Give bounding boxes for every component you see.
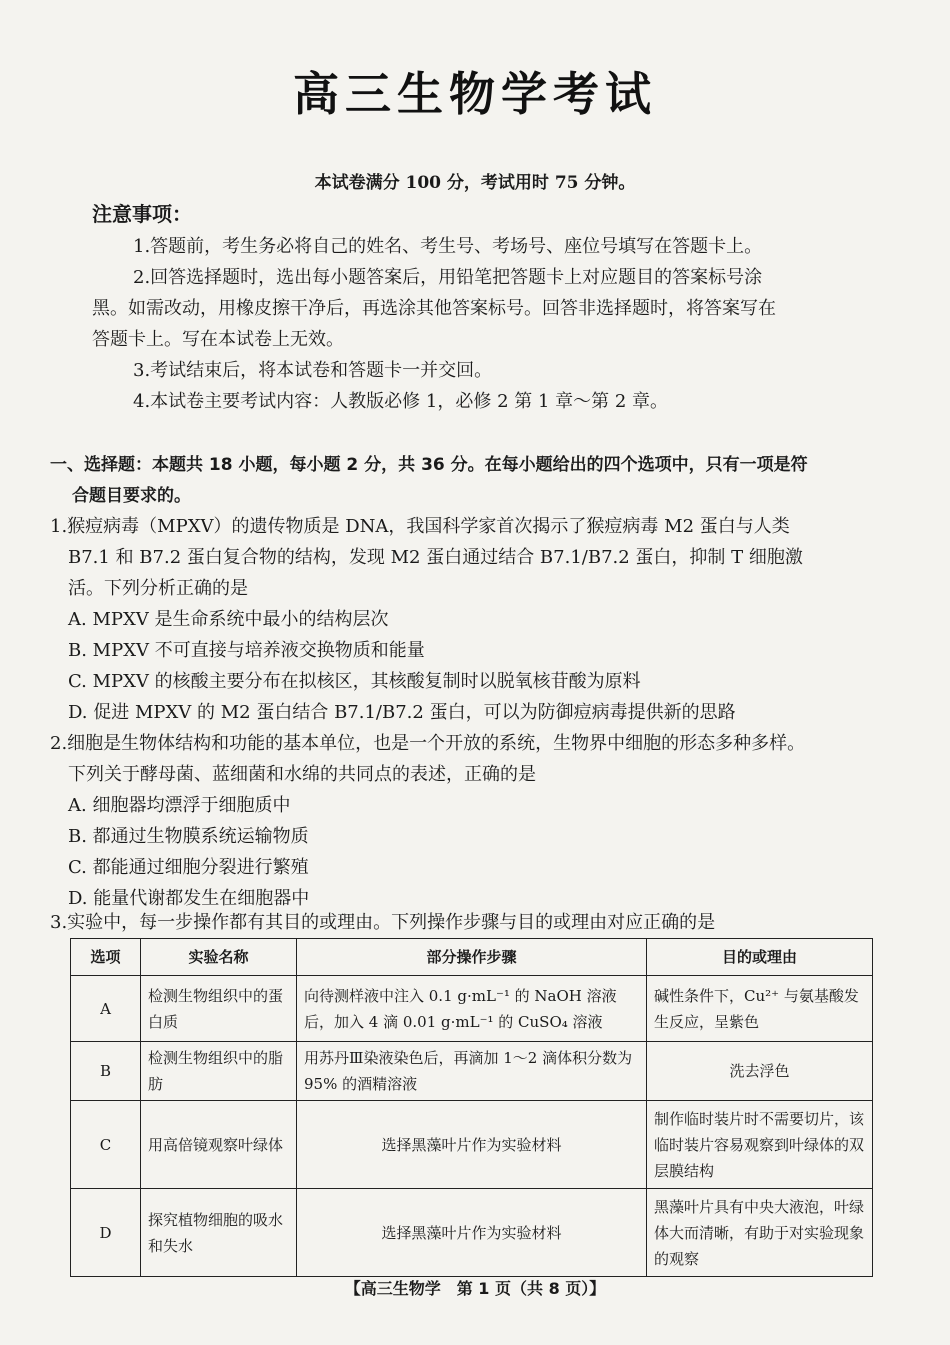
row-experiment: 探究植物细胞的吸水和失水 — [141, 1189, 297, 1277]
q1-stem: 1.猴痘病毒（MPXV）的遗传物质是 DNA，我国科学家首次揭示了猴痘病毒 M2 蛋白与人类 — [50, 516, 790, 537]
row-step: 选择黑藻叶片作为实验材料 — [297, 1189, 647, 1277]
section-heading: 一、选择题：本题共 18 小题，每小题 2 分，共 36 分。在每小题给出的四个选项中，只有一项是符 — [50, 455, 808, 475]
row-option: B — [71, 1042, 141, 1101]
page-title: 高三生物学考试 — [293, 67, 657, 121]
q1-option-d: D. 促进 MPXV 的 M2 蛋白结合 B7.1/B7.2 蛋白，可以为防御痘病毒提供新的思路 — [68, 702, 736, 723]
notice-line: 4.本试卷主要考试内容：人教版必修 1，必修 2 第 1 章～第 2 章。 — [133, 391, 669, 412]
table-row — [71, 1189, 873, 1277]
row-option: A — [71, 976, 141, 1042]
row-option: D — [71, 1189, 141, 1277]
q1-option-b: B. MPXV 不可直接与培养液交换物质和能量 — [68, 640, 425, 661]
row-reason: 黑藻叶片具有中央大液泡，叶绿体大而清晰，有助于对实验现象的观察 — [647, 1189, 873, 1277]
section-heading: 合题目要求的。 — [72, 486, 191, 506]
row-reason: 碱性条件下，Cu²⁺ 与氨基酸发生反应，呈紫色 — [647, 976, 873, 1042]
row-step: 向待测样液中注入 0.1 g·mL⁻¹ 的 NaOH 溶液后，加入 4 滴 0.01 g·mL⁻¹ 的 CuSO₄ 溶液 — [297, 976, 647, 1042]
notice-line: 答题卡上。写在本试卷上无效。 — [92, 329, 344, 350]
q3-stem: 3.实验中，每一步操作都有其目的或理由。下列操作步骤与目的或理由对应正确的是 — [50, 912, 716, 933]
table-row — [71, 976, 873, 1042]
notice-line: 2.回答选择题时，选出每小题答案后，用铅笔把答题卡上对应题目的答案标号涂 — [133, 267, 763, 288]
page-footer: 【高三生物学 第 1 页（共 8 页）】 — [344, 1279, 606, 1298]
table-row — [71, 1101, 873, 1189]
notice-line: 黑。如需改动，用橡皮擦干净后，再选涂其他答案标号。回答非选择题时，将答案写在 — [92, 298, 776, 319]
row-reason: 洗去浮色 — [647, 1042, 873, 1101]
table-row — [71, 1042, 873, 1101]
table-header: 实验名称 — [141, 939, 297, 976]
table-header-row — [71, 939, 873, 976]
q1-option-c: C. MPXV 的核酸主要分布在拟核区，其核酸复制时以脱氧核苷酸为原料 — [68, 671, 641, 692]
row-step: 选择黑藻叶片作为实验材料 — [297, 1101, 647, 1189]
row-option: C — [71, 1101, 141, 1189]
q2-option-b: B. 都通过生物膜系统运输物质 — [68, 826, 309, 847]
notice-line: 1.答题前，考生务必将自己的姓名、考生号、考场号、座位号填写在答题卡上。 — [133, 236, 763, 257]
row-experiment: 用高倍镜观察叶绿体 — [141, 1101, 297, 1189]
q2-option-d: D. 能量代谢都发生在细胞器中 — [68, 888, 310, 909]
q3-table — [70, 938, 873, 1277]
q2-stem: 下列关于酵母菌、蓝细菌和水绵的共同点的表述，正确的是 — [68, 764, 536, 785]
exam-info: 本试卷满分 100 分，考试用时 75 分钟。 — [314, 173, 636, 193]
row-step: 用苏丹Ⅲ染液染色后，再滴加 1～2 滴体积分数为 95% 的酒精溶液 — [297, 1042, 647, 1101]
q1-stem: B7.1 和 B7.2 蛋白复合物的结构，发现 M2 蛋白通过结合 B7.1/B7.2 蛋白，抑制 T 细胞激 — [68, 547, 803, 568]
table-header: 部分操作步骤 — [297, 939, 647, 976]
q2-option-c: C. 都能通过细胞分裂进行繁殖 — [68, 857, 309, 878]
q1-option-a: A. MPXV 是生命系统中最小的结构层次 — [68, 609, 389, 630]
row-experiment: 检测生物组织中的脂肪 — [141, 1042, 297, 1101]
table-header: 选项 — [71, 939, 141, 976]
q1-stem: 活。下列分析正确的是 — [68, 578, 248, 599]
row-reason: 制作临时装片时不需要切片，该临时装片容易观察到叶绿体的双层膜结构 — [647, 1101, 873, 1189]
notice-line: 3.考试结束后，将本试卷和答题卡一并交回。 — [133, 360, 493, 381]
row-experiment: 检测生物组织中的蛋白质 — [141, 976, 297, 1042]
notice-heading: 注意事项： — [92, 202, 192, 226]
q2-stem: 2.细胞是生物体结构和功能的基本单位，也是一个开放的系统，生物界中细胞的形态多种多样。 — [50, 733, 806, 754]
table-header: 目的或理由 — [647, 939, 873, 976]
q2-option-a: A. 细胞器均漂浮于细胞质中 — [68, 795, 291, 816]
